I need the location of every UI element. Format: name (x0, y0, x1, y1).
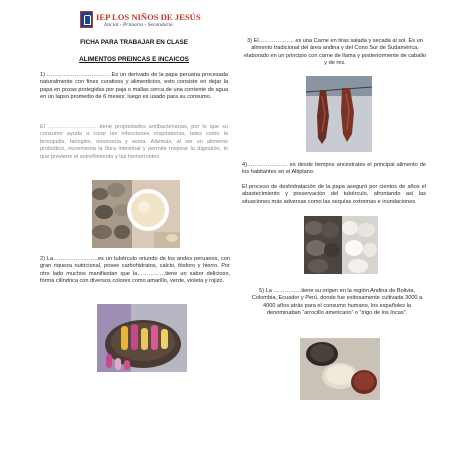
question-1: 1) ……………………………. Es un derivado de la papa peruana procesada naturalmente con fines curativos y alimenticios, esto consiste en dejar la papa en pozas protegidas por paja o mallas cerca de una corriente de agua en un lapso promedio de 6 meses: luego es usado para su consumo. (40, 72, 228, 101)
charqui-image (306, 76, 372, 152)
school-logo (80, 11, 93, 28)
chuno-photo (304, 216, 378, 274)
document-subtitle: ALIMENTOS PREINCAS E INCAICOS (79, 56, 189, 63)
charqui-photo (306, 76, 372, 152)
chuno-image (304, 216, 378, 274)
question-2: 2) La……………………es un tubérculo oriundo de los andes peruanos, con gran riqueza nutricional, posee carbohidratos, calcio, fósforo y hierro. Por otro lado muchos manifiestan que la……………tiene un sabor delicioso, forma cilíndrica con diversos colores como amarillo, verde, violeta y rojizo. (40, 256, 230, 285)
question-4: 4)…………………. es desde tiempos ancestrales el principal alimento de los habitantes en el Altiplano. (242, 162, 426, 176)
question-3: 3) El………………. es una Carne en tiras salada y secada al sol. Es un alimento tradicional del área andina y del Cono Sur de Sudamérica, elaborado en un principio con carne de llama y posteriormente de caballo y de res. (244, 38, 426, 67)
oca-image (97, 304, 187, 372)
quinua-image (300, 338, 380, 400)
question-1-extra: El ……………………….tiene propiedades antibacterianas, por lo que su consumo ayuda a curar las infecciones respiratorias, tales como la bronquitis, faringitis, neumonía y asma. Además, al ser un alimento probiótico, incrementa la flora intestinal y permite mejorar la digestión, lo que previene el estreñimiento y las hemorroides. (40, 124, 228, 160)
tocosh-image (92, 180, 180, 248)
school-levels: Inicial - Primaria - Secundaria (104, 22, 173, 28)
tocosh-photo (92, 180, 180, 248)
question-5: 5) La ……………tiene su origen en la región Andina de Bolivia, Colombia, Ecuador y Perú, donde fue exitosamente cultivada 3000 a 4000 años atrás para el consumo humano, los españoles la denominaban “arrocillo americano” o “trigo de los Incas”. (251, 288, 423, 317)
question-4-extra: El proceso de deshidratación de la papa aseguró por cientos de años el abastecimiento y preservación del tubérculo, afrontando así las situaciones más adversas como las sequías extremas e inundaciones. (242, 184, 426, 205)
quinua-photo (300, 338, 380, 400)
oca-photo (97, 304, 187, 372)
school-name: IEP LOS NIÑOS DE JESÚS (96, 12, 201, 22)
document-title: FICHA PARA TRABAJAR EN CLASE (80, 39, 188, 46)
